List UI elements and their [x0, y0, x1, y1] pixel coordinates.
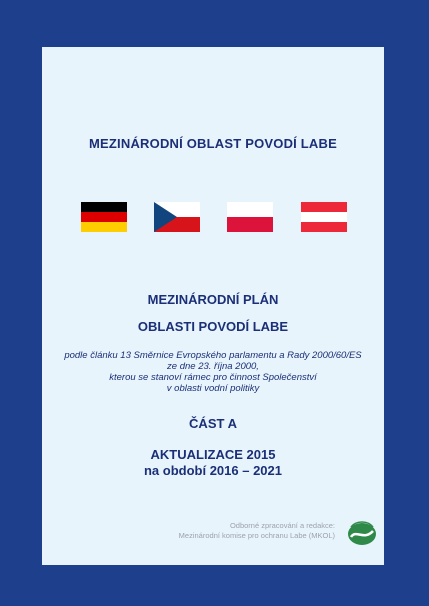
credit-text	[179, 521, 335, 541]
organization-title: MEZINÁRODNÍ OBLAST POVODÍ LABE	[89, 136, 337, 151]
austria-flag	[301, 202, 347, 232]
plan-title-line2: OBLASTI POVODÍ LABE	[137, 319, 289, 334]
credit-line: Odborné zpracování a redakce:	[229, 521, 335, 530]
czech-flag	[154, 202, 200, 232]
intro-line: podle článku 13 Směrnice Evropského parlamentu a Rady 2000/60/ES	[64, 350, 362, 361]
period-title: na období 2016 – 2021	[143, 463, 282, 478]
part-label: ČÁST A	[189, 416, 237, 431]
document-cover	[42, 47, 384, 565]
poland-flag	[227, 202, 273, 232]
ikse-mkol-logo-icon	[346, 519, 378, 547]
intro-line: v oblasti vodní politiky	[166, 383, 260, 394]
intro-line: kterou se stanoví rámec pro činnost Společenství	[109, 372, 317, 383]
credit-line: Mezinárodní komise pro ochranu Labe (MKOL)	[178, 531, 335, 540]
intro-line: ze dne 23. října 2000,	[167, 361, 259, 372]
update-title: AKTUALIZACE 2015	[150, 447, 276, 462]
germany-flag	[81, 202, 127, 232]
intro-text	[42, 350, 384, 394]
plan-title-line1: MEZINÁRODNÍ PLÁN	[147, 292, 279, 307]
